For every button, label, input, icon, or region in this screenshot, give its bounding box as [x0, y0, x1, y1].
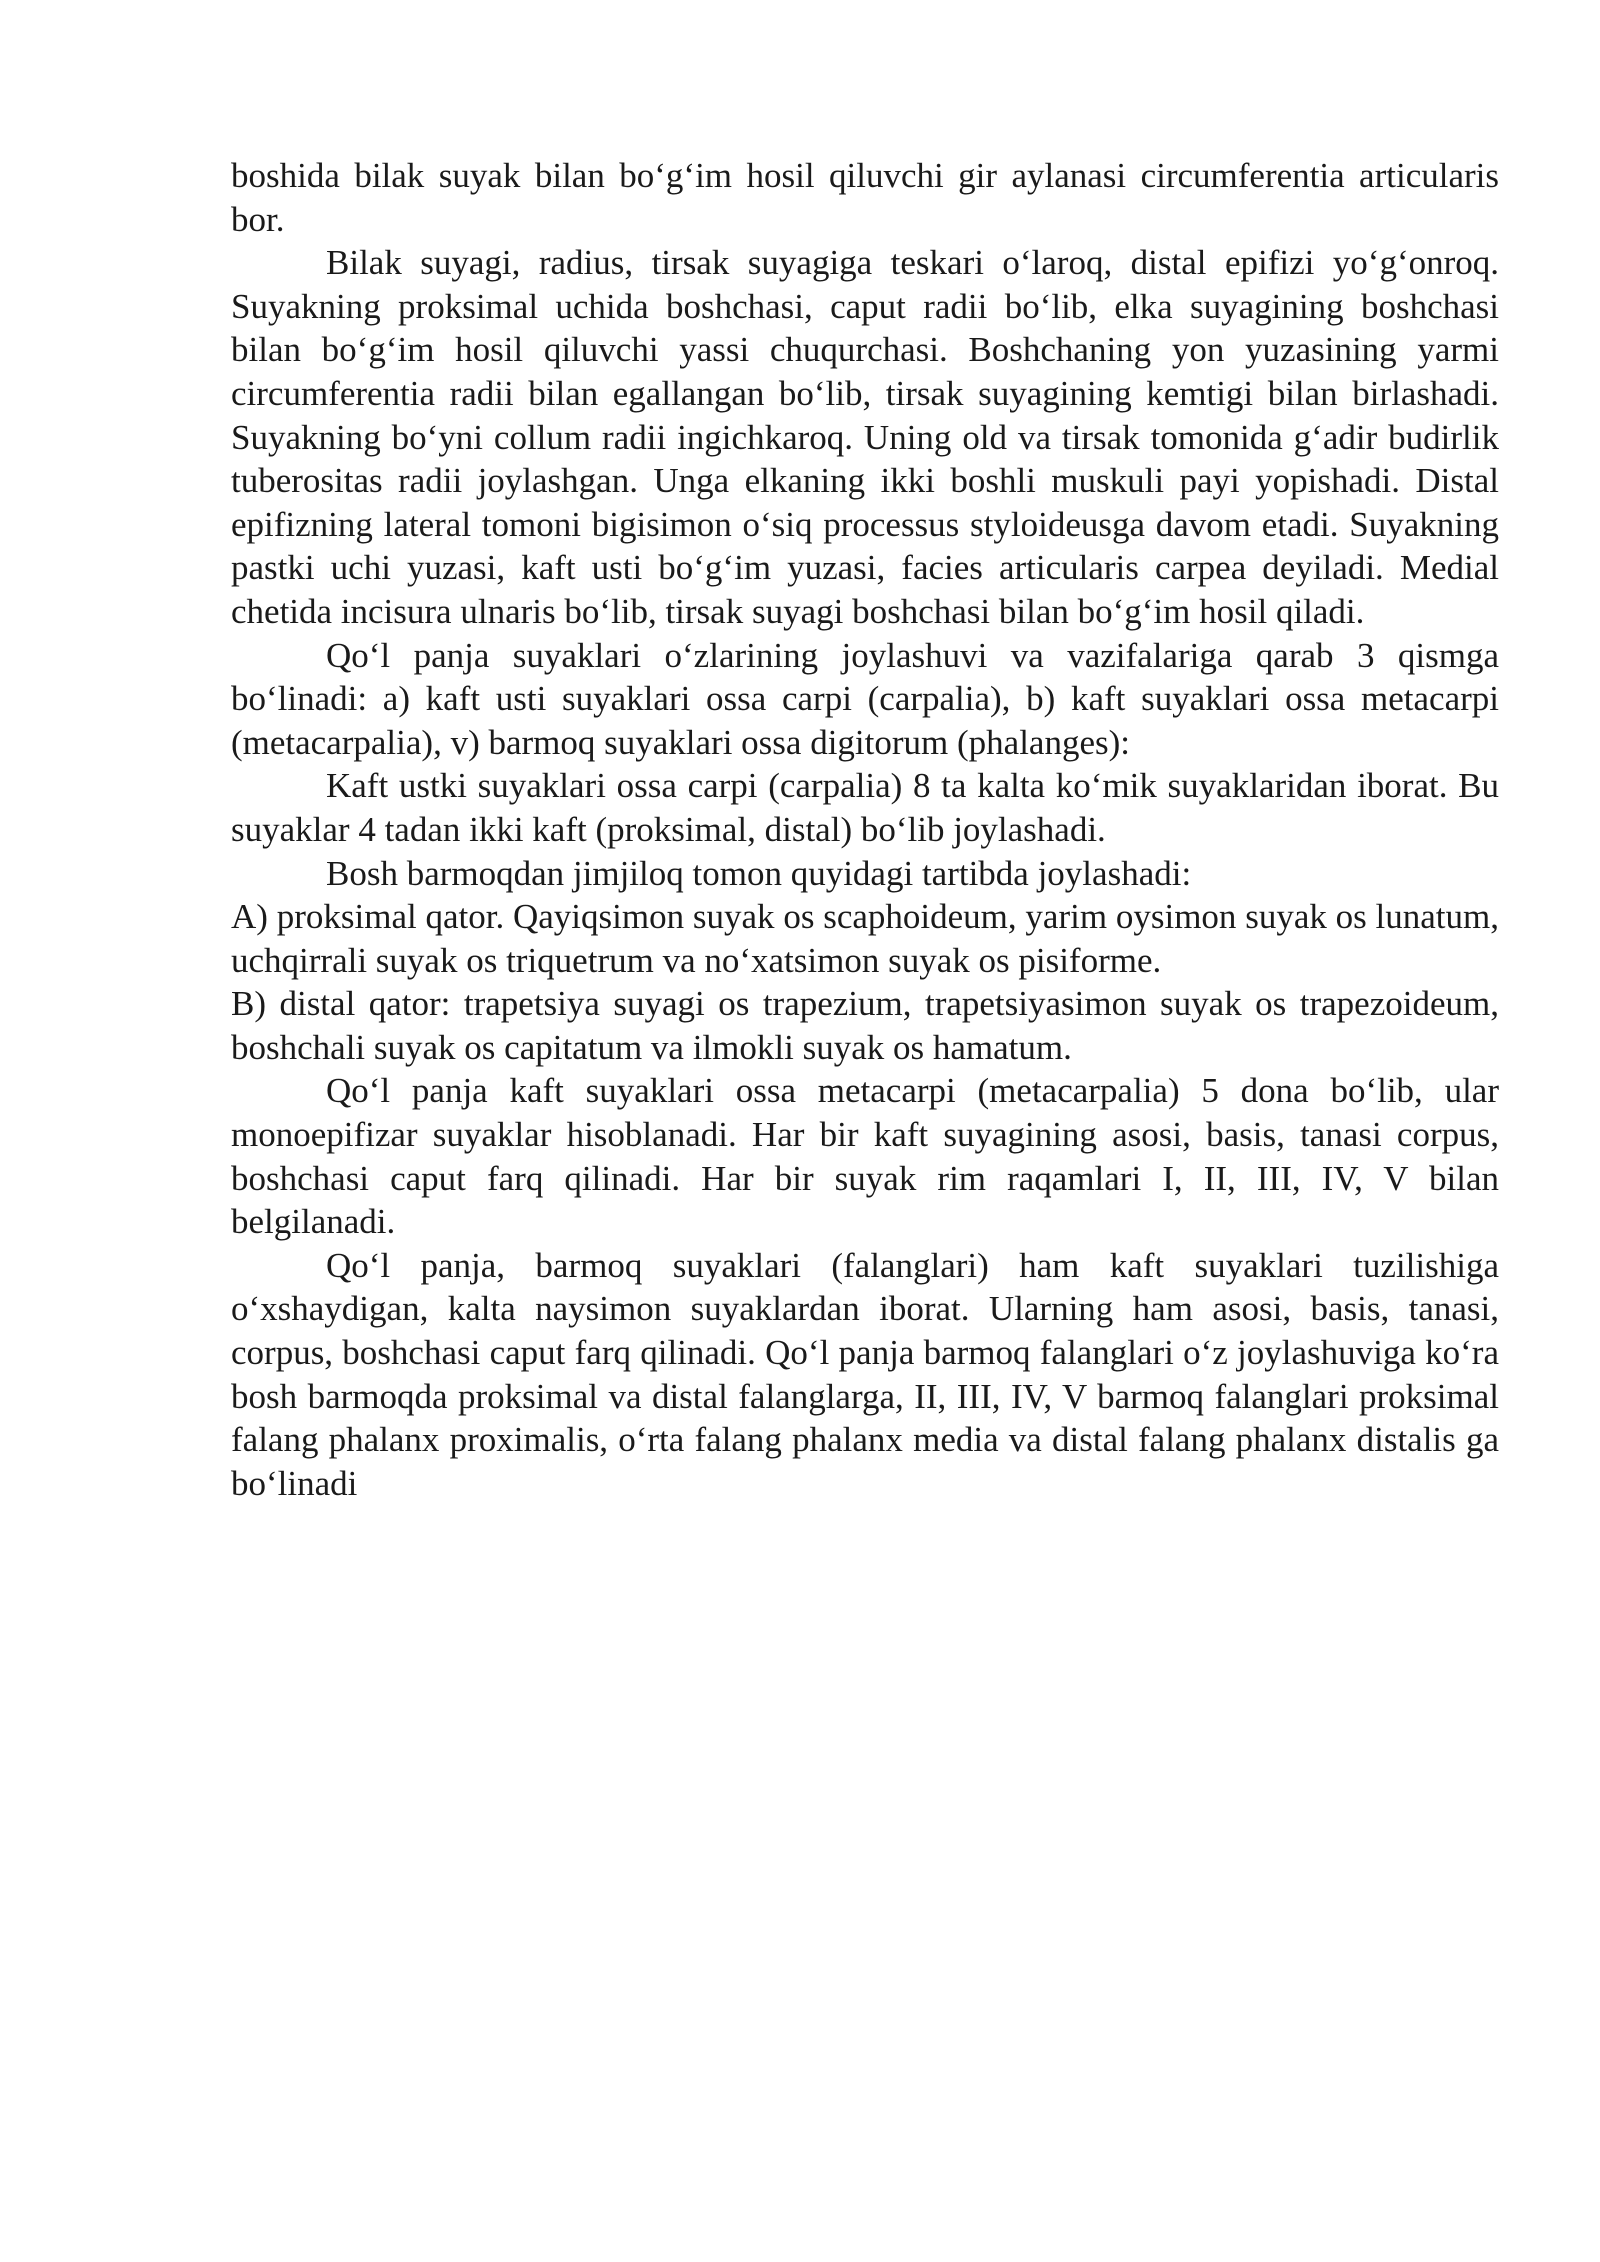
paragraph-hand-bones-division: Qo‘l panja suyaklari o‘zlarining joylashuvi va vazifalariga qarab 3 qismga bo‘linadi: a) kaft usti suyaklari ossa carpi (carpalia), b) kaft suyaklari ossa metacarpi (metacarpalia), v) barmoq suyaklari ossa digitorum (phalanges): — [231, 635, 1499, 762]
paragraph-order-intro: Bosh barmoqdan jimjiloq tomon quyidagi tartibda joylashadi: — [326, 853, 1192, 893]
paragraph-metacarpal-bones: Qo‘l panja kaft suyaklari ossa metacarpi (metacarpalia) 5 dona bo‘lib, ular monoepifizar suyaklar hisoblanadi. Har bir kaft suyagining asosi, basis, tanasi corpus, boshchasi caput farq qilinadi. Har bir suyak rim raqamlari I, II, III, IV, V bilan belgilanadi. — [231, 1071, 1499, 1242]
document-page — [231, 154, 1499, 1505]
paragraph-phalanges: Qo‘l panja, barmoq suyaklari (falanglari) ham kaft suyaklari tuzilishiga o‘xshaydigan, kalta naysimon suyaklardan iborat. Ularning ham asosi, basis, tanasi, corpus, boshchasi caput farq qilinadi. Qo‘l panja barmoq falanglari o‘z joylashuviga ko‘ra bosh barmoqda proksimal va distal falanglarga, II, III, IV, V barmoq falanglari proksimal falang phalanx proximalis, o‘rta falang phalanx media va distal falang phalanx distalis ga bo‘linadi — [231, 1245, 1499, 1503]
paragraph-radius: Bilak suyagi, radius, tirsak suyagiga teskari o‘laroq, distal epifizi yo‘g‘onroq. Suyakning proksimal uchida boshchasi, caput radii bo‘lib, elka suyagining boshchasi bilan bo‘g‘im hosil qiluvchi yassi chuqurchasi. Boshchaning yon yuzasining yarmi circumferentia radii bilan egallangan bo‘lib, tirsak suyagining kemtigi bilan birlashadi. Suyakning bo‘yni collum radii ingichkaroq. Uning old va tirsak tomonida g‘adir budirlik tuberositas radii joylashgan. Unga elkaning ikki boshli muskuli payi yopishadi. Distal epifizning lateral tomoni bigisimon o‘siq processus styloideusga davom etadi. Suyakning pastki uchi yuzasi, kaft usti bo‘g‘im yuzasi, facies articularis carpea deyiladi. Medial chetida incisura ulnaris bo‘lib, tirsak suyagi boshchasi bilan bo‘g‘im hosil qiladi. — [231, 243, 1499, 631]
paragraph-proximal-row: A) proksimal qator. Qayiqsimon suyak os scaphoideum, yarim oysimon suyak os lunatum, uchqirrali suyak os triquetrum va no‘xatsimon suyak os pisiforme. — [231, 897, 1499, 980]
paragraph-continuation: boshida bilak suyak bilan bo‘g‘im hosil qiluvchi gir aylanasi circumferentia articularis bor. — [231, 156, 1499, 239]
paragraph-distal-row: B) distal qator: trapetsiya suyagi os trapezium, trapetsiyasimon suyak os trapezoideum, boshchali suyak os capitatum va ilmokli suyak os hamatum. — [231, 984, 1499, 1067]
paragraph-carpal-bones: Kaft ustki suyaklari ossa carpi (carpalia) 8 ta kalta ko‘mik suyaklaridan iborat. Bu suyaklar 4 tadan ikki kaft (proksimal, distal) bo‘lib joylashadi. — [231, 766, 1499, 849]
